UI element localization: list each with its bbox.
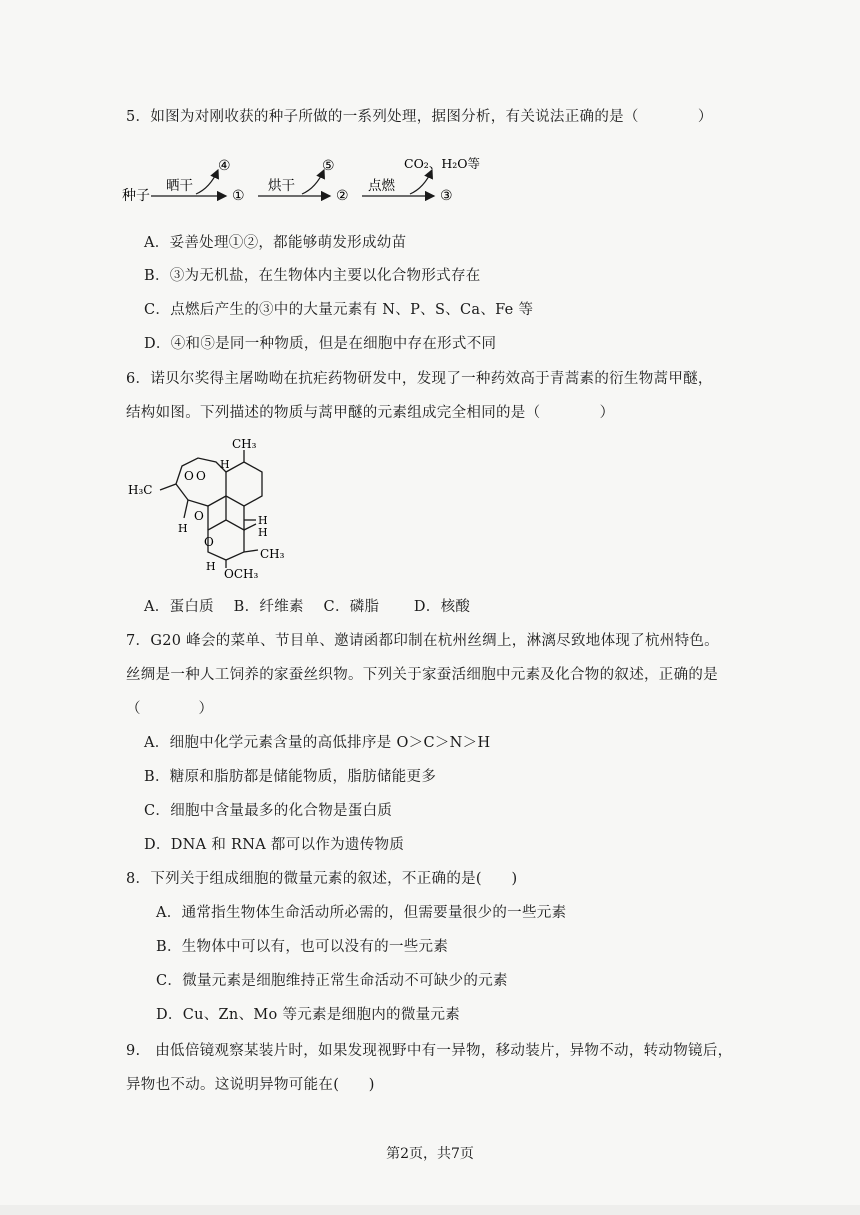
label-ch3-top: CH₃ <box>232 437 257 451</box>
q7-stem-line2: 丝绸是一种人工饲养的家蚕丝织物。下列关于家蚕活细胞中元素及化合物的叙述，正确的是 <box>126 667 718 683</box>
branch-arrow-1 <box>196 170 218 194</box>
q7-option-b: B．糖原和脂肪都是储能物质，脂肪储能更多 <box>144 769 437 785</box>
q5-option-a: A．妥善处理①②，都能够萌发形成幼苗 <box>144 235 407 251</box>
q7-option-d: D．DNA 和 RNA 都可以作为遗传物质 <box>144 837 405 853</box>
q6-stem-line2: 结构如图。下列描述的物质与蒿甲醚的元素组成完全相同的是（ ） <box>126 405 615 421</box>
label-o1: O <box>184 469 194 483</box>
label-o4: O <box>204 535 214 549</box>
label-o3: O <box>194 509 204 523</box>
branch-arrow-3 <box>410 170 432 194</box>
page-number-footer: 第2页，共7页 <box>386 1146 474 1162</box>
q9-stem-line2: 异物也不动。这说明异物可能在( ) <box>126 1077 375 1093</box>
q5-option-b: B．③为无机盐，在生物体内主要以化合物形式存在 <box>144 268 481 284</box>
label-h-bottom: H <box>206 560 216 573</box>
q8-stem: 8．下列关于组成细胞的微量元素的叙述，不正确的是( ) <box>126 871 518 887</box>
byproduct-5: ⑤ <box>322 158 335 174</box>
step-burn: 点燃 <box>368 178 395 194</box>
label-h3c: H₃C <box>128 483 153 497</box>
q6-stem-line1: 6．诺贝尔奖得主屠呦呦在抗疟药物研发中，发现了一种药效高于青蒿素的衍生物蒿甲醚， <box>126 371 713 387</box>
q7-stem-line3: （ ） <box>126 701 213 717</box>
label-h-right2: H <box>258 526 268 539</box>
step-bake: 烘干 <box>268 178 295 194</box>
q5-option-d: D．④和⑤是同一种物质，但是在细胞中存在形式不同 <box>144 336 497 352</box>
product-2: ② <box>336 188 349 204</box>
artemether-structure <box>120 432 300 582</box>
q5-process-diagram <box>118 150 518 210</box>
branch-arrow-2 <box>302 170 324 194</box>
label-och3: OCH₃ <box>224 567 259 581</box>
product-1: ① <box>232 188 245 204</box>
q8-option-d: D．Cu、Zn、Mo 等元素是细胞内的微量元素 <box>156 1007 461 1023</box>
q7-option-a: A．细胞中化学元素含量的高低排序是 O＞C＞N＞H <box>144 735 491 751</box>
q5-option-c: C．点燃后产生的③中的大量元素有 N、P、S、Ca、Fe 等 <box>144 302 534 318</box>
page-bottom-edge <box>0 1205 860 1215</box>
label-h-right1: H <box>258 514 268 527</box>
step-dry-sun: 晒干 <box>166 178 193 194</box>
q8-option-a: A．通常指生物体生命活动所必需的，但需要量很少的一些元素 <box>156 905 567 921</box>
q5-stem: 5．如图为对刚收获的种子所做的一系列处理，据图分析，有关说法正确的是（ ） <box>126 109 713 125</box>
q6-options: A．蛋白质 B．纤维素 C．磷脂 D．核酸 <box>144 599 471 615</box>
label-h-top: H <box>220 458 230 471</box>
q8-option-c: C．微量元素是细胞维持正常生命活动不可缺少的元素 <box>156 973 508 989</box>
label-ch3-right: CH₃ <box>260 547 285 561</box>
byproduct-gases: CO₂、H₂O等 <box>404 156 480 171</box>
seed-label: 种子 <box>122 188 150 204</box>
label-h-left: H <box>178 522 188 535</box>
q8-option-b: B．生物体中可以有，也可以没有的一些元素 <box>156 939 449 955</box>
product-3: ③ <box>440 188 453 204</box>
q7-option-c: C．细胞中含量最多的化合物是蛋白质 <box>144 803 393 819</box>
q9-stem-line1: 9. 由低倍镜观察某装片时，如果发现视野中有一异物，移动装片，异物不动，转动物镜后， <box>126 1043 733 1059</box>
label-o2: O <box>196 469 206 483</box>
q7-stem-line1: 7．G20 峰会的菜单、节目单、邀请函都印制在杭州丝绸上，淋漓尽致地体现了杭州特色。 <box>126 633 719 649</box>
byproduct-4: ④ <box>218 158 231 174</box>
